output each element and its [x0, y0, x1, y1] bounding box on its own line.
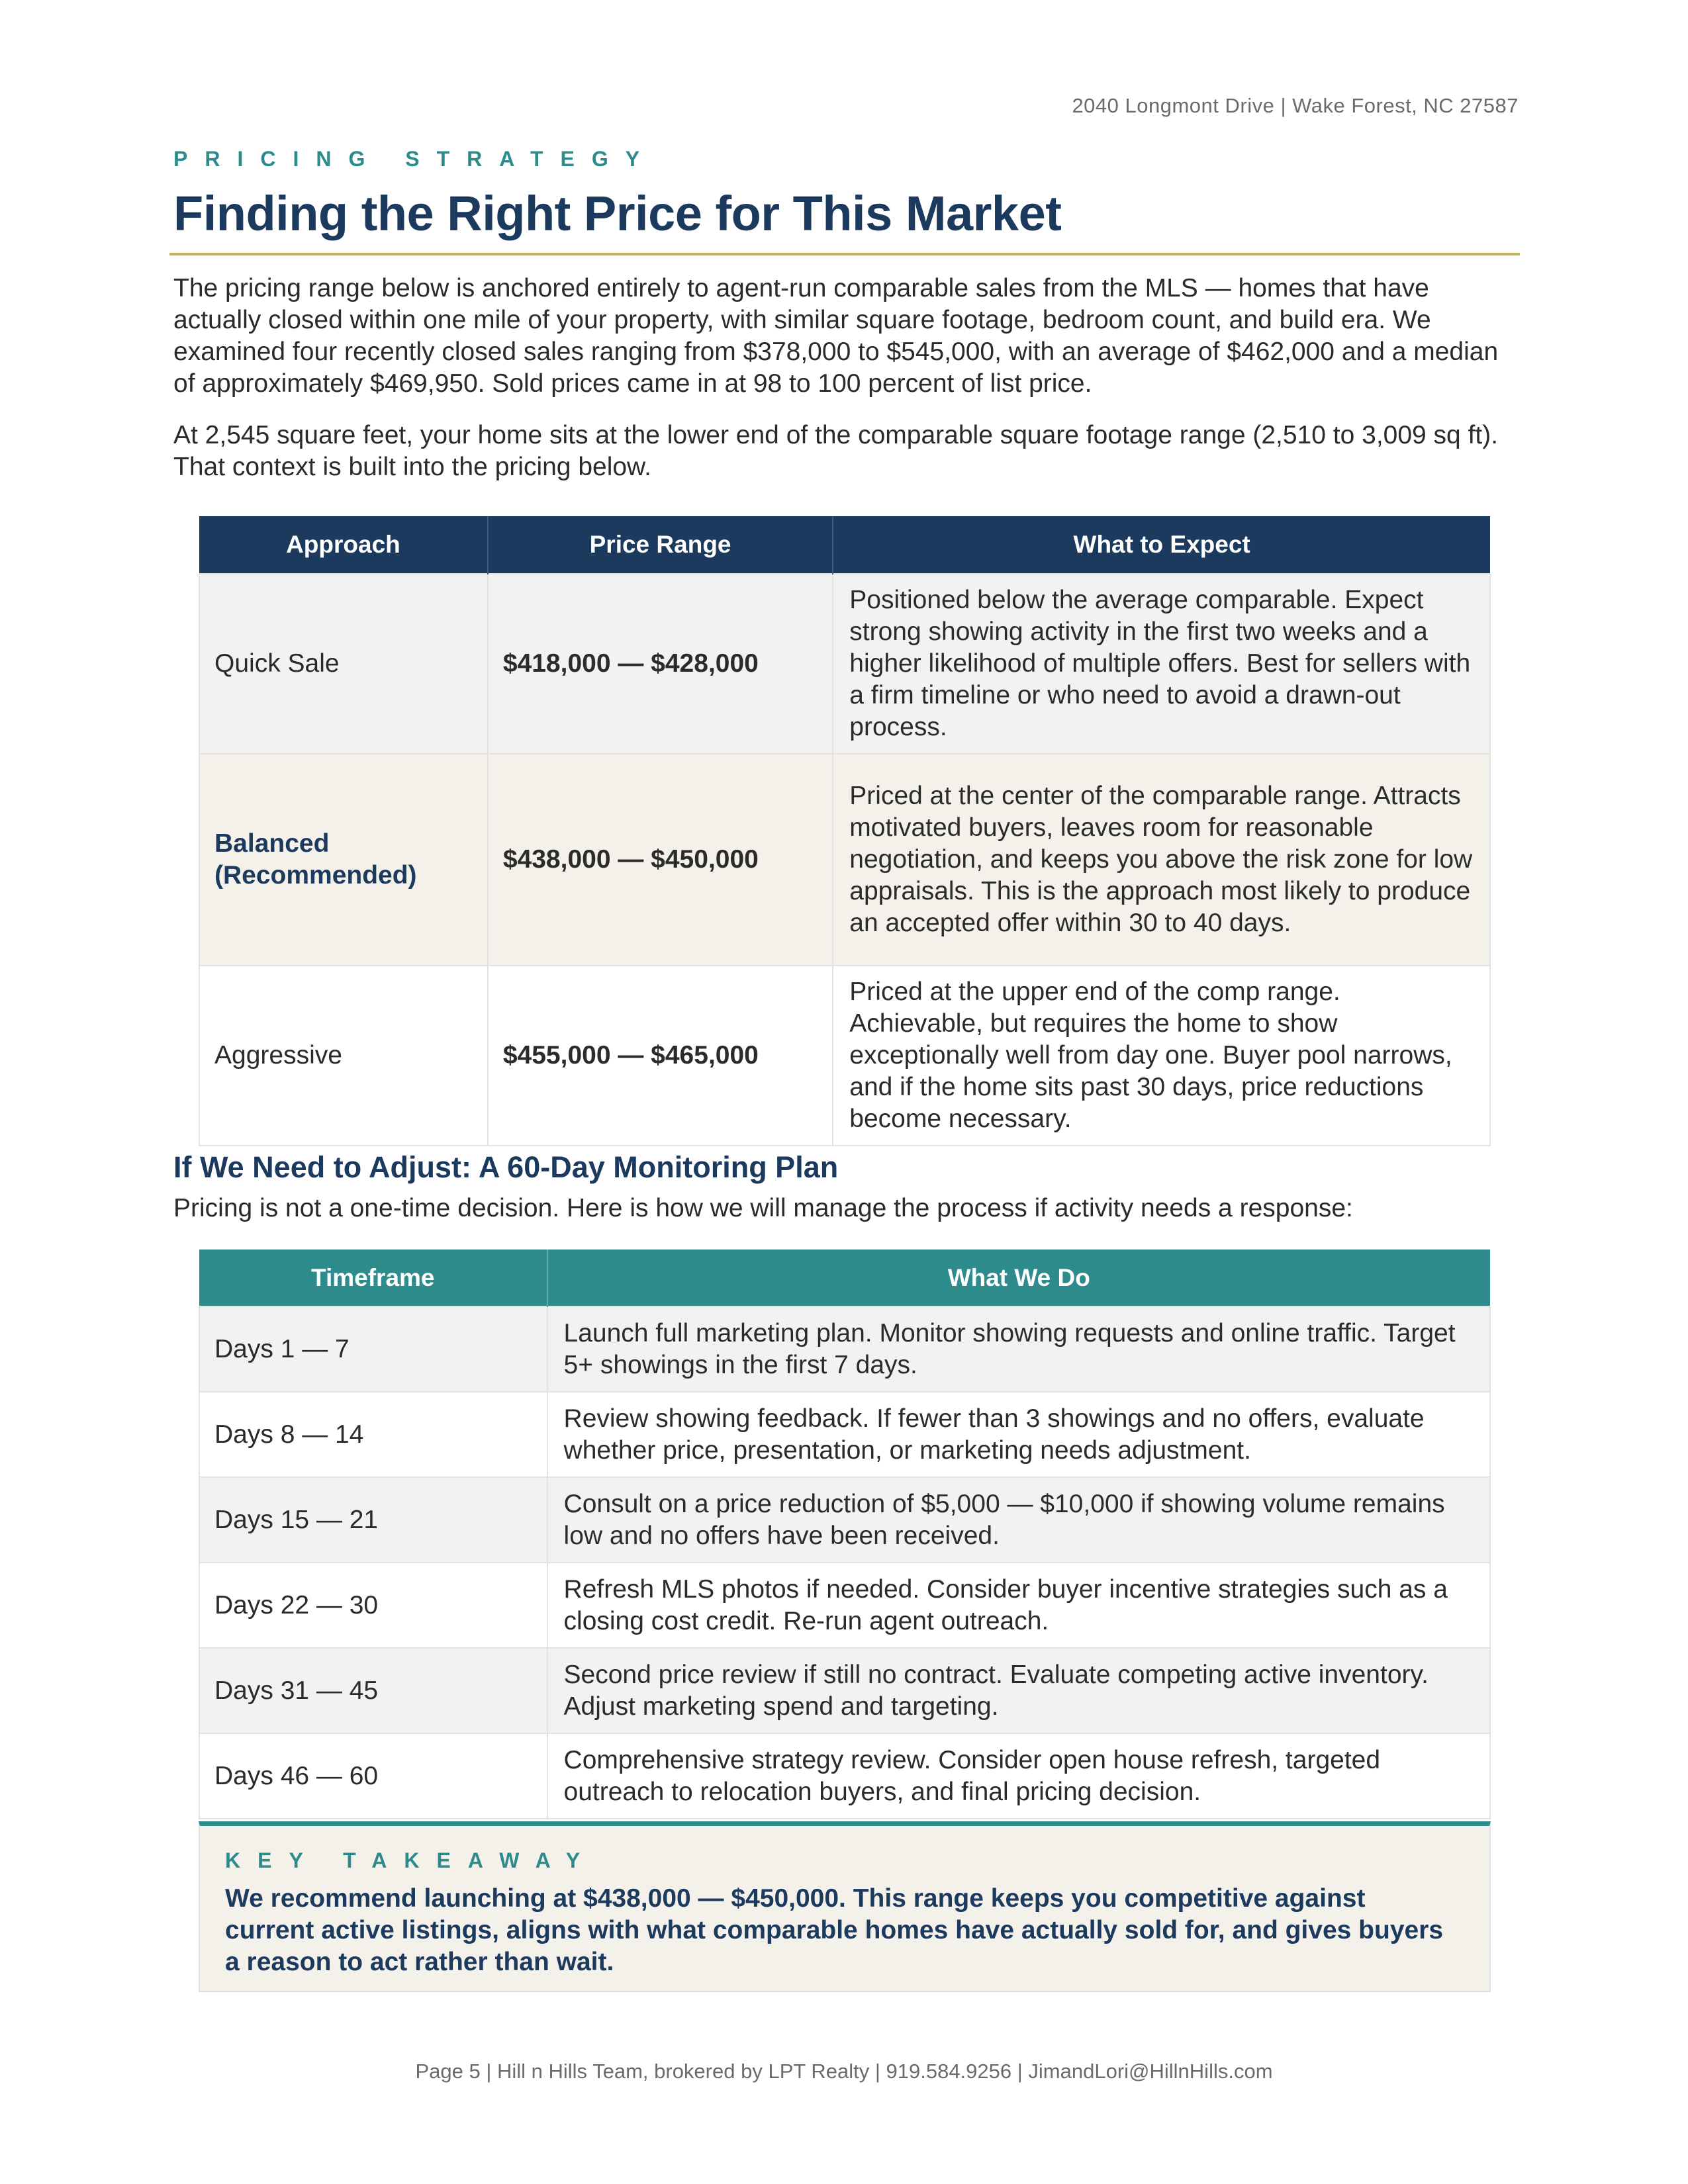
table-row: [199, 1477, 1490, 1563]
section-eyebrow: PRICING STRATEGY: [173, 147, 657, 171]
approach-cell: Aggressive: [199, 966, 488, 1146]
timeframe-cell: Days 31 — 45: [199, 1648, 547, 1733]
pricing-row-balanced: [199, 754, 1490, 966]
monitoring-table: [199, 1250, 1491, 1819]
timeframe-cell: Days 46 — 60: [199, 1733, 547, 1819]
header-timeframe: Timeframe: [199, 1250, 547, 1306]
table-row: [199, 1392, 1490, 1477]
table-row: [199, 1733, 1490, 1819]
page-title: Finding the Right Price for This Market: [173, 186, 1062, 241]
table-row: [199, 1563, 1490, 1648]
key-takeaway-box: [199, 1821, 1491, 1992]
expect-cell: Positioned below the average comparable. Expect strong showing activity in the first two weeks and a higher likelihood of multiple offers. Best for sellers with a firm timeline or who need to avoid a drawn-out process.: [833, 574, 1490, 754]
header-what-to-expect: What to Expect: [833, 516, 1490, 574]
timeframe-cell: Days 8 — 14: [199, 1392, 547, 1477]
takeaway-text: We recommend launching at $438,000 — $450,000. This range keeps you competitive against current active listings, aligns with what comparable homes have actually sold for, and gives buyers a reason to act rather than wait.: [225, 1884, 1444, 1976]
action-cell: Launch full marketing plan. Monitor showing requests and online traffic. Target 5+ showings in the first 7 days.: [547, 1306, 1490, 1392]
pricing-header-row: [199, 516, 1490, 574]
monitoring-heading: If We Need to Adjust: A 60-Day Monitoring Plan: [173, 1150, 839, 1184]
price-range-cell: $455,000 — $465,000: [488, 966, 833, 1146]
intro-paragraph-2: At 2,545 square feet, your home sits at the lower end of the comparable square footage range (2,510 to 3,009 sq ft). That context is built into the pricing below.: [173, 421, 1499, 481]
approach-cell: Balanced (Recommended): [199, 754, 488, 966]
action-cell: Consult on a price reduction of $5,000 — $10,000 if showing volume remains low and no offers have been received.: [547, 1477, 1490, 1563]
table-row: [199, 1648, 1490, 1733]
pricing-row-quick-sale: [199, 574, 1490, 754]
header-what-we-do: What We Do: [547, 1250, 1490, 1306]
page-footer: Page 5 | Hill n Hills Team, brokered by LPT Realty | 919.584.9256 | JimandLori@HillnHills.com: [415, 2060, 1273, 2083]
pricing-row-aggressive: [199, 966, 1490, 1146]
intro-paragraph-1: The pricing range below is anchored entirely to agent-run comparable sales from the MLS — homes that have actually closed within one mile of your property, with similar square footage, bedroom count, and build era. We examined four recently closed sales ranging from $378,000 to $545,000, with an average of $462,000 and a median of approximately $469,950. Sold prices came in at 98 to 100 percent of list price.: [173, 274, 1499, 398]
price-range-cell: $418,000 — $428,000: [488, 574, 833, 754]
takeaway-label: KEY TAKEAWAY: [225, 1848, 598, 1872]
price-range-cell: $438,000 — $450,000: [488, 754, 833, 966]
table-row: [199, 1306, 1490, 1392]
monitoring-header-row: [199, 1250, 1490, 1306]
header-approach: Approach: [199, 516, 488, 574]
action-cell: Comprehensive strategy review. Consider open house refresh, targeted outreach to relocation buyers, and final pricing decision.: [547, 1733, 1490, 1819]
action-cell: Review showing feedback. If fewer than 3 showings and no offers, evaluate whether price, presentation, or marketing needs adjustment.: [547, 1392, 1490, 1477]
action-cell: Second price review if still no contract. Evaluate competing active inventory. Adjust marketing spend and targeting.: [547, 1648, 1490, 1733]
timeframe-cell: Days 22 — 30: [199, 1563, 547, 1648]
monitoring-intro: Pricing is not a one-time decision. Here is how we will manage the process if activity needs a response:: [173, 1194, 1353, 1222]
approach-cell: Quick Sale: [199, 574, 488, 754]
timeframe-cell: Days 1 — 7: [199, 1306, 547, 1392]
title-divider: [169, 253, 1520, 255]
property-address: 2040 Longmont Drive | Wake Forest, NC 27587: [1072, 94, 1519, 117]
expect-cell: Priced at the center of the comparable range. Attracts motivated buyers, leaves room for reasonable negotiation, and keeps you above the risk zone for low appraisals. This is the approach most likely to produce an accepted offer within 30 to 40 days.: [833, 754, 1490, 966]
expect-cell: Priced at the upper end of the comp range. Achievable, but requires the home to show exceptionally well from day one. Buyer pool narrows, and if the home sits past 30 days, price reductions become necessary.: [833, 966, 1490, 1146]
header-price-range: Price Range: [488, 516, 833, 574]
timeframe-cell: Days 15 — 21: [199, 1477, 547, 1563]
pricing-table: [199, 516, 1491, 1146]
action-cell: Refresh MLS photos if needed. Consider buyer incentive strategies such as a closing cost credit. Re-run agent outreach.: [547, 1563, 1490, 1648]
